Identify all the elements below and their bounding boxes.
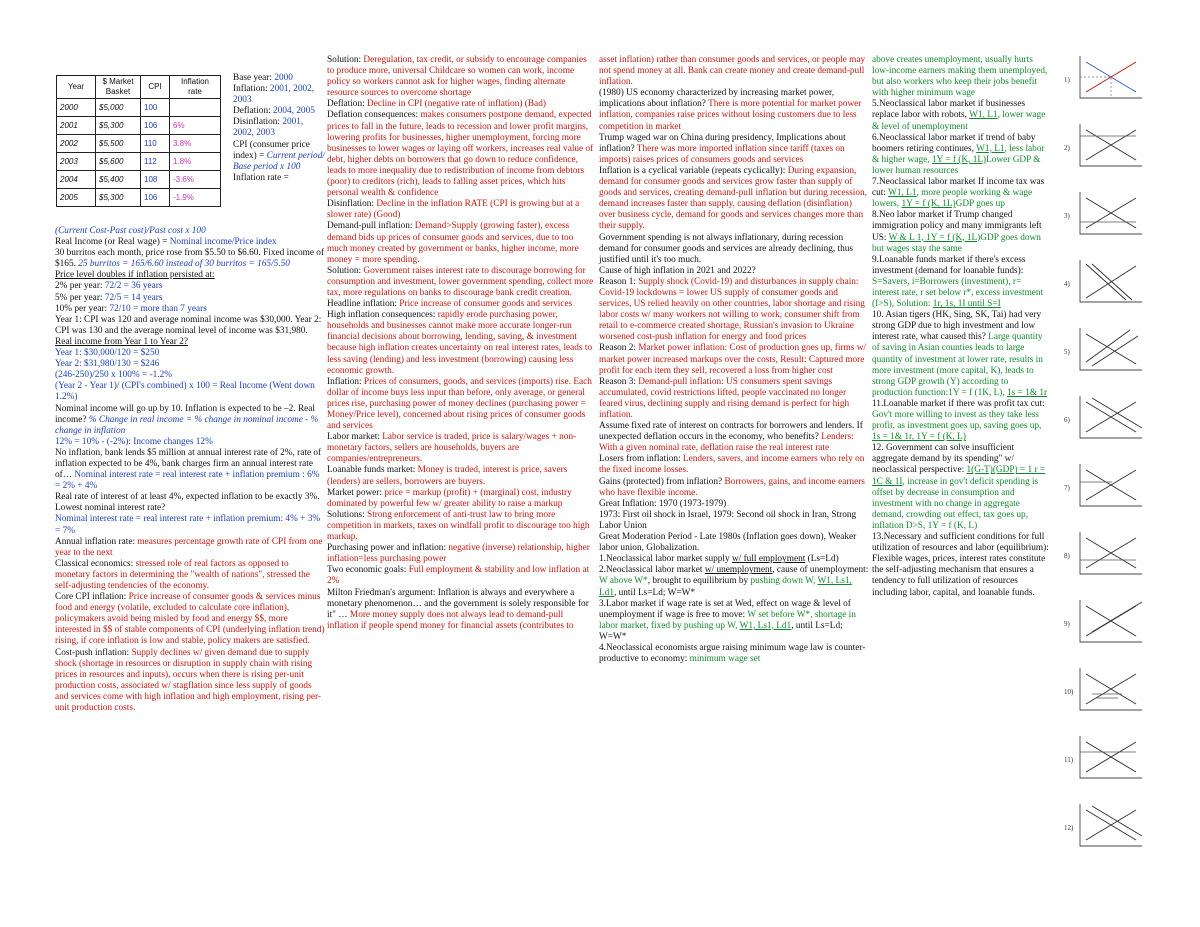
inflation-definition: Inflation: Prices of consumers, goods, and services (imports) rise. Each dollar of income buys less input than before, only average, or general prices rise, purchasing power of money declines (purchasing power = Money/Price level), concerned about rising prices of consumer goods and services <box>327 376 592 432</box>
trump-china: Trump waged war on China during presidency, Implications about inflation? There was more imported inflation since tariff (taxes on imports) raises prices of consumers goods and services <box>599 132 846 165</box>
solution-2: Solution: Government raises interest rate to discourage borrowing for consumption and investment, lower government spending, collect more tax, more regulations on banks to discourage bank credit creation. <box>327 265 594 298</box>
col-header-cpi: CPI <box>141 76 170 99</box>
deflation-consequences: Deflation consequences: makes consumers postpone demand, expected prices to fall in the future, leads to recession and lower profit margins, lowering profits for businesses, higher unemployment, forcing more businesses to lower wages or laying off workers, increases real value of debt, higher debts on borrowers that go down to reduce confidence, leads to more inequality due to redistribution of income from debtors (poor) to creditors (rich), leads to falling asset prices, which hits personal wealth & confidence <box>327 110 594 199</box>
column-2 <box>327 55 595 632</box>
table-row <box>57 135 221 153</box>
headline-inflation: Headline inflation: Price increase of consumer goods and services <box>327 299 573 310</box>
us-1980: (1980) US economy characterized by increasing market power, implications about inflation? There is more potential for market power inflation, companies raise prices without losing customers due to less competition in market <box>599 88 862 132</box>
high-inflation: High inflation consequences: rapidly erode purchasing power, households and businesses cannot make more accurate longer-run financial decisions about borrowing, lending, saving, & investment because high inflation creates uncertainty on real interest rates, leads to less saving (lending) and less investment (borrowing) causing less economic growth. <box>327 310 593 376</box>
nominal-question: Nominal income will go up by 10. Inflation is expected to be –2. Real income? % Change in real income = % change in nominal income - % change in inflation <box>55 403 319 436</box>
great-inflation: Great Inflation: 1970 (1973-1979) <box>599 498 727 509</box>
graph-label: 4) <box>1064 280 1070 288</box>
cpi-definition: CPI (consumer price index) = Current period/ Base period x 100 <box>233 139 325 172</box>
losers: Losers from inflation: Lenders, savers, and income earners who rely on the fixed income losses. <box>599 454 865 476</box>
cell-basket: $5,300 <box>96 189 141 207</box>
graph-2 <box>1062 120 1182 172</box>
graph-label: 11) <box>1064 756 1074 764</box>
cell-cpi: 108 <box>141 171 170 189</box>
graph-11 <box>1062 732 1182 784</box>
doubling-10: 10% per year: 72/10 = more than 7 years <box>55 303 207 314</box>
cell-basket: $5,500 <box>96 135 141 153</box>
doubling-5: 5% per year: 72/5 = 14 years <box>55 292 163 303</box>
cause-2021: Cause of high inflation in 2021 and 2022? <box>599 265 756 276</box>
graph-label: 10) <box>1064 688 1074 696</box>
loanable-9: 9.Loanable funds market if there's excess investment (demand for loanable funds): S=Savers, i=Borrowers (investment), r= interest rate, r set below r*, excess investment (I>S), Solution: 1r, 1s, 1I until S=I <box>872 254 1044 310</box>
demand-pull: Demand-pull inflation: Demand>Supply (growing faster), excess demand bids up prices of consumer goods and services, due to too much money created by government or banks, higher income, more money = more spending. <box>327 221 579 265</box>
cell-year: 2005 <box>57 189 96 207</box>
graph-label: 9) <box>1064 620 1070 628</box>
combined-calc: (Year 2 - Year 1)/ (CPI's combined) x 100 = Real Income (Went down 1.2%) <box>55 381 315 403</box>
deflation-years: Deflation: 2004, 2005 <box>233 106 315 117</box>
conditions-13: 13.Necessary and sufficient conditions for full utilization of resources and labor (equilibrium): Flexible wages, prices, interest rates constitute the self-adjusting mechanism that ensures a tendency to full utilization of resources including labor, capital, and loanable funds. <box>872 532 1049 598</box>
real-income: Real Income (or Real wage) = Nominal income/Price index <box>55 237 277 248</box>
column-3 <box>599 55 869 665</box>
graph-6 <box>1062 392 1182 444</box>
loanable-11: 11.Loanable market if there was profit tax cut: Gov't more willing to invest as they take less profit, as investment goes up, saving goes up, 1s = 1& 1r, 1Y = f (K, L) <box>872 398 1045 443</box>
col-header-inflation: Inflation rate <box>170 76 221 99</box>
inflation-rate-formula: (Current Cost-Past cost)/Past cost x 100 <box>55 226 206 236</box>
cell-year: 2000 <box>57 99 96 117</box>
cell-year: 2003 <box>57 153 96 171</box>
graph-1 <box>1062 52 1182 104</box>
cell-cpi: 106 <box>141 189 170 207</box>
core-cpi: Core CPI inflation: Price increase of consumer goods & services minus food and energy (volatile, excluded to calculate core inflation), policymakers avoid being misled by food and energy $$, more interested in $$ of stable components of CPI (underlying inflation trend) rising, if core inflation is low and stable, policy makers are satisfied. <box>55 592 325 647</box>
graph-label: 3) <box>1064 212 1070 220</box>
graph-4 <box>1062 256 1182 308</box>
asset-inflation: asset inflation) rather than consumer goods and services, or people may not spend money at all. Bank can create money and create demand-pull inflation. <box>599 55 866 88</box>
cell-cpi: 112 <box>141 153 170 171</box>
graph-label: 5) <box>1064 348 1070 356</box>
asian-tigers-10: 10. Asian tigers (HK, Sing, SK, Tai) had very strong GDP due to high investment and low interest rate, what caused this? Large quantity of saving in Asian counties leads to large quantity of investment at lower rate, results in more investment (more capital, K), leads to strong GDP growth (Y) according to production function:1Y = f (1K, L), 1s = 1& 1r <box>872 310 1048 398</box>
table-row <box>57 153 221 171</box>
fixed-rate: Assume fixed rate of interest on contracts for borrowers and lenders. If unexpected deflation occurs in the economy, who benefits? Lenders: With a given nominal rate, deflation raise the real interest rate <box>599 421 863 454</box>
column-1 <box>55 226 325 714</box>
graphs-column <box>1062 52 1182 872</box>
col-header-basket: $ Market Basket <box>96 76 141 99</box>
year2-calc: Year 2: $31,980/130 = $246 <box>55 359 160 370</box>
disinflation: Disinflation: Decline in the inflation RATE (CPI is growing but at a slower rate) (Good) <box>327 199 580 221</box>
col1-top-definitions <box>233 73 325 184</box>
loanable-funds: Loanable funds market: Money is traded, interest is price, savers (lenders) are sellers, borrowers are buyers. <box>327 465 568 487</box>
cell-year: 2002 <box>57 135 96 153</box>
year1-calc: Year 1: $30,000/120 = $250 <box>55 348 160 359</box>
graph-label: 12) <box>1064 824 1074 832</box>
reason-3: Reason 3: Demand-pull inflation: US consumers spent savings accumulated, covid restrictions lifted, people vaccinated no longer feared virus, declining supply and rising demand is perfect for high inflation. <box>599 376 850 420</box>
base-year: Base year: 2000 <box>233 73 293 83</box>
labor-8: 8.Neo labor market if Trump changed immigration policy and many immigrants left US: W & L 1, 1Y = f (K, 1L)GDP goes down but wages stay the same <box>872 210 1042 254</box>
bank-question: No inflation, bank lends $5 million at annual interest rate of 2%, rate of inflation expected to be 4%, bank charges firm an annual interest rate of… Nominal interest rate = real interest rate + inflation premium : 6% = 2% + 4% <box>55 447 322 492</box>
solutions: Solutions: Strong enforcement of anti-trust law to bring more competition in markets, taxes on windfall profit to discourage too high markup. <box>327 509 590 543</box>
graph-8 <box>1062 528 1182 580</box>
table-row <box>57 99 221 117</box>
gov-spending: Government spending is not always inflationary, during recession demand for consumer goods and services are already declining, thus justified until it's too much. <box>599 232 854 265</box>
table-row <box>57 171 221 189</box>
labor-3: 3.Labor market if wage rate is set at Wed, effect on wage & level of unemployment if wage is free to move: W set before W*, shortage in labor market, fixed by pushing up W, W1, Ls1, Ld1, until Ls=Ld; W=W* <box>599 598 856 642</box>
cell-cpi: 110 <box>141 135 170 153</box>
inflation-rate-label: Inflation rate = <box>233 172 289 183</box>
disinflation-years: Disinflation: 2001, 2002, 2003 <box>233 117 304 139</box>
cell-basket: $5,000 <box>96 99 141 117</box>
market-power: Market power: price = markup (profit) + (marginal) cost, industry dominated by powerful few w/ greater ability to raise a markup <box>327 487 572 509</box>
graph-9 <box>1062 596 1182 648</box>
burrito-example: 30 burritos each month, price rose from $5.50 to $6.60. Fixed income of $165. 25 burritos = 165/6.60 instead of 30 burritos = 165/5.50 <box>55 248 325 270</box>
cell-inflation: 6% <box>170 117 221 135</box>
friedman: Milton Friedman's argument: Inflation is always and everywhere a monetary phenomenon… and the government is solely responsible for it" … More money supply does not always lead to demand-pull inflation if people spend money for financial assets (contributes to <box>327 587 589 631</box>
graph-10 <box>1062 664 1182 716</box>
cell-year: 2001 <box>57 117 96 135</box>
table-row <box>57 189 221 207</box>
labor-6: 6.Neoclassical labor market if trend of baby boomers retiring continues, W1, L1, less labor & higher wage, 1Y = f (K, 1L)Lower GDP & lower human resources <box>872 132 1045 176</box>
labor-5: 5.Neoclassical labor market if businesses replace labor with robots, W1, L1, lower wage & level of unemployment <box>872 99 1046 132</box>
reason-2: Reason 2: Market power inflation: Cost of production goes up, firms w/ market power increased markups over the costs, Result: Captured more profit for each item they sell, recovered a loss from higher cost <box>599 343 866 376</box>
classical-economics: Classical economics: stressed role of real factors as opposed to monetary factors in determining the "wealth of nations", stressed the self-adjusting tendencies of the economy. <box>55 558 310 591</box>
cell-cpi: 106 <box>141 117 170 135</box>
labor-7: 7.Neoclassical labor market If income tax was cut: W1, L1, more people working & wage lowers, 1Y = f (K, 1L)GDP goes up <box>872 177 1045 210</box>
cell-year: 2004 <box>57 171 96 189</box>
doubling-title: Price level doubles if inflation persisted at: <box>55 270 215 281</box>
cell-cpi: 100 <box>141 99 170 117</box>
graph-7 <box>1062 460 1182 512</box>
graph-label: 6) <box>1064 416 1070 424</box>
graph-12 <box>1062 800 1182 852</box>
pct-calc: (246-250)/250 x 100% = -1.2% <box>55 370 173 381</box>
year-example: Year 1: CPI was 120 and average nominal income was $30,000. Year 2: CPI was 130 and the average nominal level of income was $31,980. Real income from Year 1 to Year 2? <box>55 314 322 347</box>
great-moderation: Great Moderation Period - Late 1980s (Inflation goes down), Weaker labor union, Globalization. <box>599 532 857 554</box>
deflation: Deflation: Decline in CPI (negative rate of inflation) (Bad) <box>327 99 546 110</box>
col-header-year: Year <box>57 76 96 99</box>
cell-inflation: -3.6% <box>170 171 221 189</box>
real-rate-answer: Nominal interest rate = real interest rate + inflation premium: 4% + 3% = 7% <box>55 514 321 536</box>
oil-shocks: 1973: First oil shock in Israel, 1979: Second oil shock in Iran, Strong Labor Union <box>599 509 857 531</box>
table-row <box>57 117 221 135</box>
graph-3 <box>1062 188 1182 240</box>
annual-inflation: Annual inflation rate: measures percentage growth rate of CPI from one year to the next <box>55 536 323 558</box>
graph-label: 8) <box>1064 552 1070 560</box>
labor-2: 2.Neoclassical labor market w/ unemployment, cause of unemployment: W above W*, brought to equilibrium by pushing down W, W1, Ls1, Ld1, until Ls=Ld; W=W* <box>599 565 869 598</box>
graph-label: 7) <box>1064 484 1070 492</box>
cost-push: Cost-push inflation: Supply declines w/ given demand due to supply shock (shortage in resources or disruption in supply chain with rising prices in resources and inputs), occurs when there is rising per-unit production costs, associated w/ stagflation since less supply of goods and services come with high inflation and high employment, rising per-unit production costs. <box>55 647 322 714</box>
reason-1: Reason 1: Supply shock (Covid-19) and disturbances in supply chain: Covid-19 lockdowns = lower US supply of consumer goods and services, US relied heavily on other countries, labor shortage and rising labor costs w/ many workers not willing to work, consumer shift from retail to e-commerce created shortage, Russian's invasion to Ukraine worsened cost-push inflation for energy and food prices <box>599 276 865 343</box>
cell-basket: $5,400 <box>96 171 141 189</box>
nominal-result: 12% = 10% - (-2%): Income changes 12% <box>55 436 213 447</box>
min-wage-cont: above creates unemployment, usually hurts low-income earners making them unemployed, but also workers who keep their jobs benefit with higher minimum wage <box>872 55 1048 99</box>
gainers: Gains (protected) from inflation? Borrowers, gains, and income earners who have flexible income. <box>599 476 865 498</box>
table-header-row <box>57 76 221 99</box>
graph-label: 2) <box>1064 144 1070 152</box>
gov-12: 12. Government can solve insufficient aggregate demand by its spending" w/ neoclassical perspective: 1(G-T)(GDP) = 1 r = 1C & 1I, increase in gov't deficit spending is offset by decrease in consumption and investment with no change in aggregate demand, crowding out effect, tax goes up, inflation D>S, 1Y = f (K, L) <box>872 443 1046 531</box>
column-4 <box>872 55 1050 599</box>
cell-inflation: -1.9% <box>170 189 221 207</box>
labor-1: 1.Neoclassical labor market supply w/ full employment (Ls=Ld) <box>599 554 839 565</box>
two-goals: Two economic goals: Full employment & stability and low inflation at 2% <box>327 565 590 587</box>
inflation-years: Inflation: 2001, 2002, 2003 <box>233 84 315 106</box>
cell-basket: $5,300 <box>96 117 141 135</box>
graph-label: 1) <box>1064 76 1070 84</box>
cpi-table <box>56 75 221 207</box>
cell-inflation: 3.8% <box>170 135 221 153</box>
labor-4: 4.Neoclassical economists argue raising minimum wage law is counter-productive to economy: minimum wage set <box>599 642 866 665</box>
purchasing-power: Purchasing power and inflation: negative (inverse) relationship, higher inflation=less purchasing power <box>327 543 590 565</box>
doubling-2: 2% per year: 72/2 = 36 years <box>55 281 163 292</box>
cell-basket: $5,600 <box>96 153 141 171</box>
real-rate-question: Real rate of interest of at least 4%, expected inflation to be exactly 3%. Lowest nominal interest rate? <box>55 492 320 514</box>
cyclical-variable: Inflation is a cyclical variable (repeats cyclically): During expansion, demand for consumer goods and services grow faster than supply of goods and services, creating demand-pull inflation but during recession, demand increases faster than supply, causing deflation (disinflation) over business cycle, demand for goods and services changes more than their supply. <box>599 165 867 232</box>
graph-5 <box>1062 324 1182 376</box>
cell-inflation <box>170 99 221 117</box>
labor-market: Labor market: Labor service is traded, price is salary/wages + non-monetary factors, sellers are households, buyers are companies/entrepreneurs. <box>327 432 577 465</box>
solution-1: Solution: Deregulation, tax credit, or subsidy to encourage companies to produce more, universal Childcare so women can work, income policy so workers cannot ask for higher wages, finding alternate resource sources to overcome shortage <box>327 55 587 99</box>
cell-inflation: 1.8% <box>170 153 221 171</box>
